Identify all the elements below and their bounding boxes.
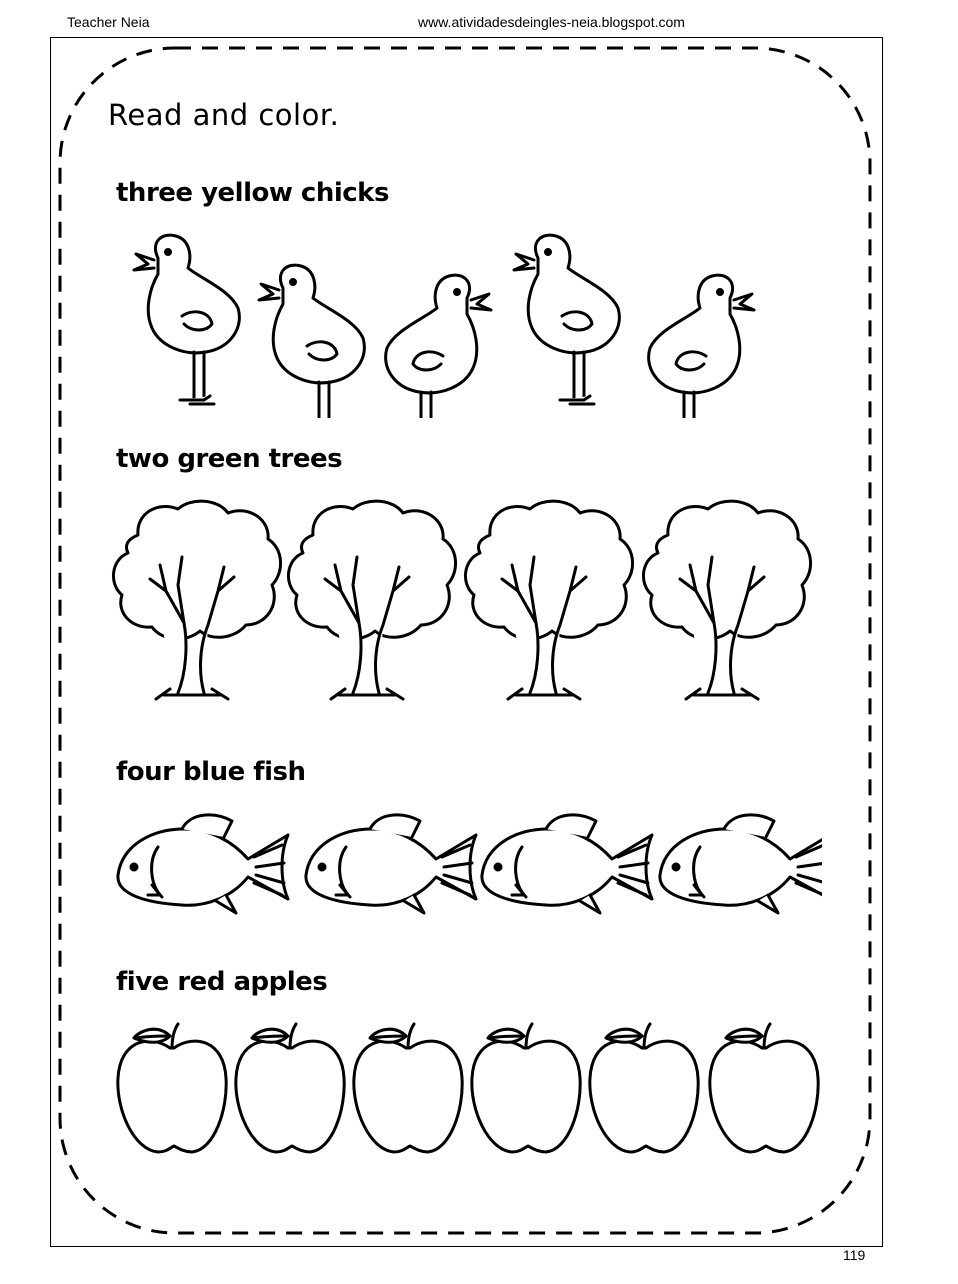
apple-icon	[236, 1024, 344, 1152]
tree-icon	[113, 501, 280, 699]
header-website: www.atividadesdeingles-neia.blogspot.com	[418, 14, 685, 30]
chick-icon	[386, 275, 491, 418]
section-label-chicks: three yellow chicks	[116, 178, 389, 208]
tree-icon	[643, 501, 810, 699]
apple-icon	[118, 1024, 226, 1152]
apple-icon	[590, 1024, 698, 1152]
fish-icon	[482, 815, 652, 913]
instruction-text: Read and color.	[108, 98, 340, 132]
apple-icon	[710, 1024, 818, 1152]
tree-icon	[465, 501, 632, 699]
section-label-fish: four blue fish	[116, 757, 306, 787]
page-number: 119	[843, 1247, 866, 1263]
fish-icon	[660, 815, 822, 913]
apple-icon	[354, 1024, 462, 1152]
tree-icon	[288, 501, 455, 699]
section-label-trees: two green trees	[116, 444, 343, 474]
apples-row	[114, 1020, 824, 1160]
chick-icon	[134, 235, 239, 404]
fish-icon	[118, 815, 288, 913]
apple-icon	[472, 1024, 580, 1152]
fish-row	[112, 805, 822, 925]
chick-icon	[259, 265, 364, 418]
trees-row	[108, 495, 818, 705]
section-label-apples: five red apples	[116, 967, 328, 997]
chick-icon	[514, 235, 619, 404]
fish-icon	[306, 815, 476, 913]
header-author: Teacher Neia	[67, 14, 150, 30]
chick-icon	[649, 275, 754, 418]
chicks-row	[120, 228, 790, 418]
